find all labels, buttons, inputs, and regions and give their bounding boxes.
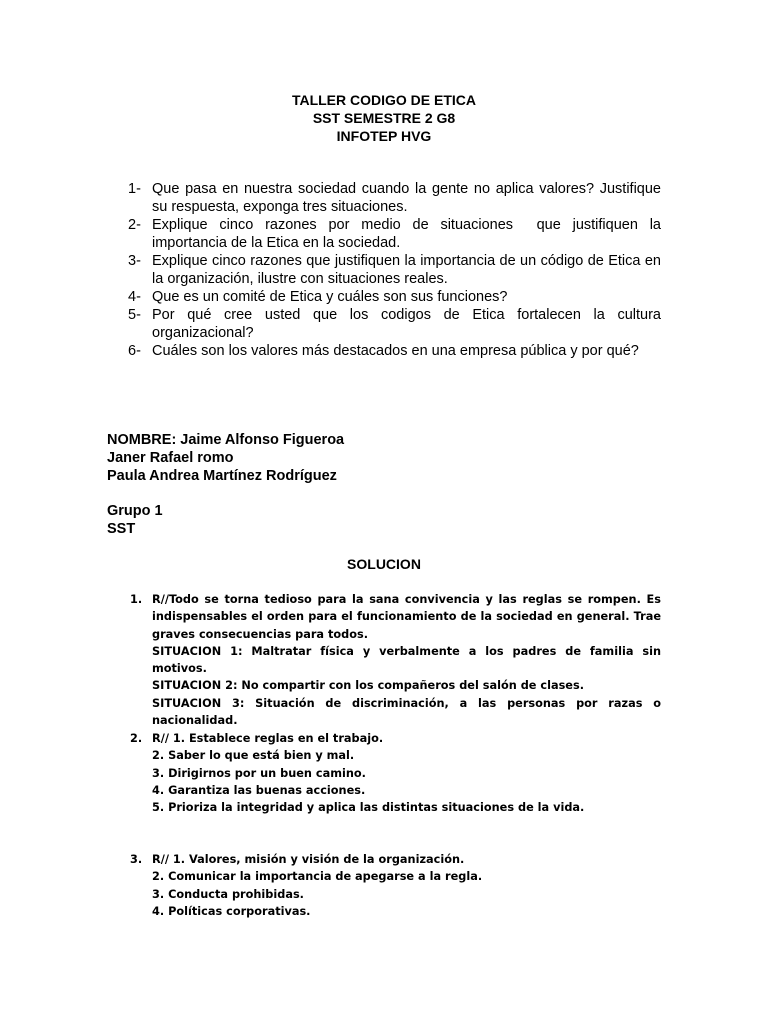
answer-line: 3. Dirigirnos por un buen camino. (152, 766, 366, 780)
solution-title: SOLUCION (347, 556, 421, 572)
answer-line: R// 1. Valores, misión y visión de la organización. (152, 853, 465, 866)
question-item (128, 342, 661, 360)
answer-item (130, 730, 661, 816)
question-text: Que pasa en nuestra sociedad cuando la gente no aplica valores? Justifique su respuesta, exponga tres situaciones. (152, 181, 661, 215)
answer-line: 5. Prioriza la integridad y aplica las distintas situaciones de la vida. (152, 801, 585, 815)
answer-line: 4. Políticas corporativas. (152, 904, 311, 918)
question-item (128, 306, 661, 342)
institution-name: INFOTEP HVG (336, 128, 432, 144)
answer-list (130, 591, 661, 729)
question-text: Explique cinco razones por medio de situaciones que justifiquen la importancia de la Etica en la sociedad. (152, 217, 666, 251)
question-item (128, 216, 666, 252)
member-name: NOMBRE: Jaime Alfonso Figueroa (107, 432, 345, 448)
answer-line: SITUACION 3: Situación de discriminación, a las personas por razas o nacionalidad. (152, 696, 661, 728)
answer-line: R// 1. Establece reglas en el trabajo. (152, 732, 384, 745)
group-program: SST (107, 521, 136, 537)
answer-line: SITUACION 2: No compartir con los compañeros del salón de clases. (152, 679, 584, 693)
document-subtitle: SST SEMESTRE 2 G8 (312, 110, 456, 126)
question-text: Cuáles son los valores más destacados en una empresa pública y por qué? (152, 343, 639, 359)
question-number: 4- (128, 289, 141, 305)
answer-line: 2. Saber lo que está bien y mal. (152, 749, 355, 763)
question-number: 2- (128, 217, 141, 233)
question-item (128, 288, 661, 306)
answer-number: 2. (130, 732, 143, 745)
member-name: Janer Rafael romo (107, 450, 234, 466)
answer-item (130, 851, 661, 920)
question-text: Que es un comité de Etica y cuáles son sus funciones? (152, 289, 508, 305)
question-item (128, 252, 661, 288)
document-title: TALLER CODIGO DE ETICA (291, 92, 477, 108)
group-name: Grupo 1 (107, 503, 163, 519)
answer-line: 2. Comunicar la importancia de apegarse a la regla. (152, 870, 483, 884)
answer-paragraph: R//Todo se torna tedioso para la sana convivencia y las reglas se rompen. Es indispensables el orden para el funcionamiento de la sociedad en general. Trae graves consecuencias para todos. (152, 593, 661, 641)
question-text: Explique cinco razones que justifiquen la importancia de un código de Etica en la organización, ilustre con situaciones reales. (152, 253, 661, 287)
answer-line: SITUACION 1: Maltratar física y verbalmente a los padres de familia sin motivos. (152, 644, 661, 676)
question-list (128, 180, 666, 360)
answer-number: 3. (130, 853, 143, 866)
answer-list (130, 851, 661, 920)
question-number: 5- (128, 307, 141, 323)
question-text: Por qué cree usted que los codigos de Etica fortalecen la cultura organizacional? (152, 307, 661, 341)
answer-item (130, 591, 661, 729)
question-number: 1- (128, 181, 141, 197)
member-name: Paula Andrea Martínez Rodríguez (107, 468, 337, 484)
answer-list (130, 730, 661, 816)
question-number: 6- (128, 343, 141, 359)
question-number: 3- (128, 253, 141, 269)
question-item (128, 180, 661, 216)
answer-number: 1. (130, 593, 143, 606)
answer-line: 4. Garantiza las buenas acciones. (152, 783, 366, 797)
answer-line: 3. Conducta prohibidas. (152, 887, 304, 901)
